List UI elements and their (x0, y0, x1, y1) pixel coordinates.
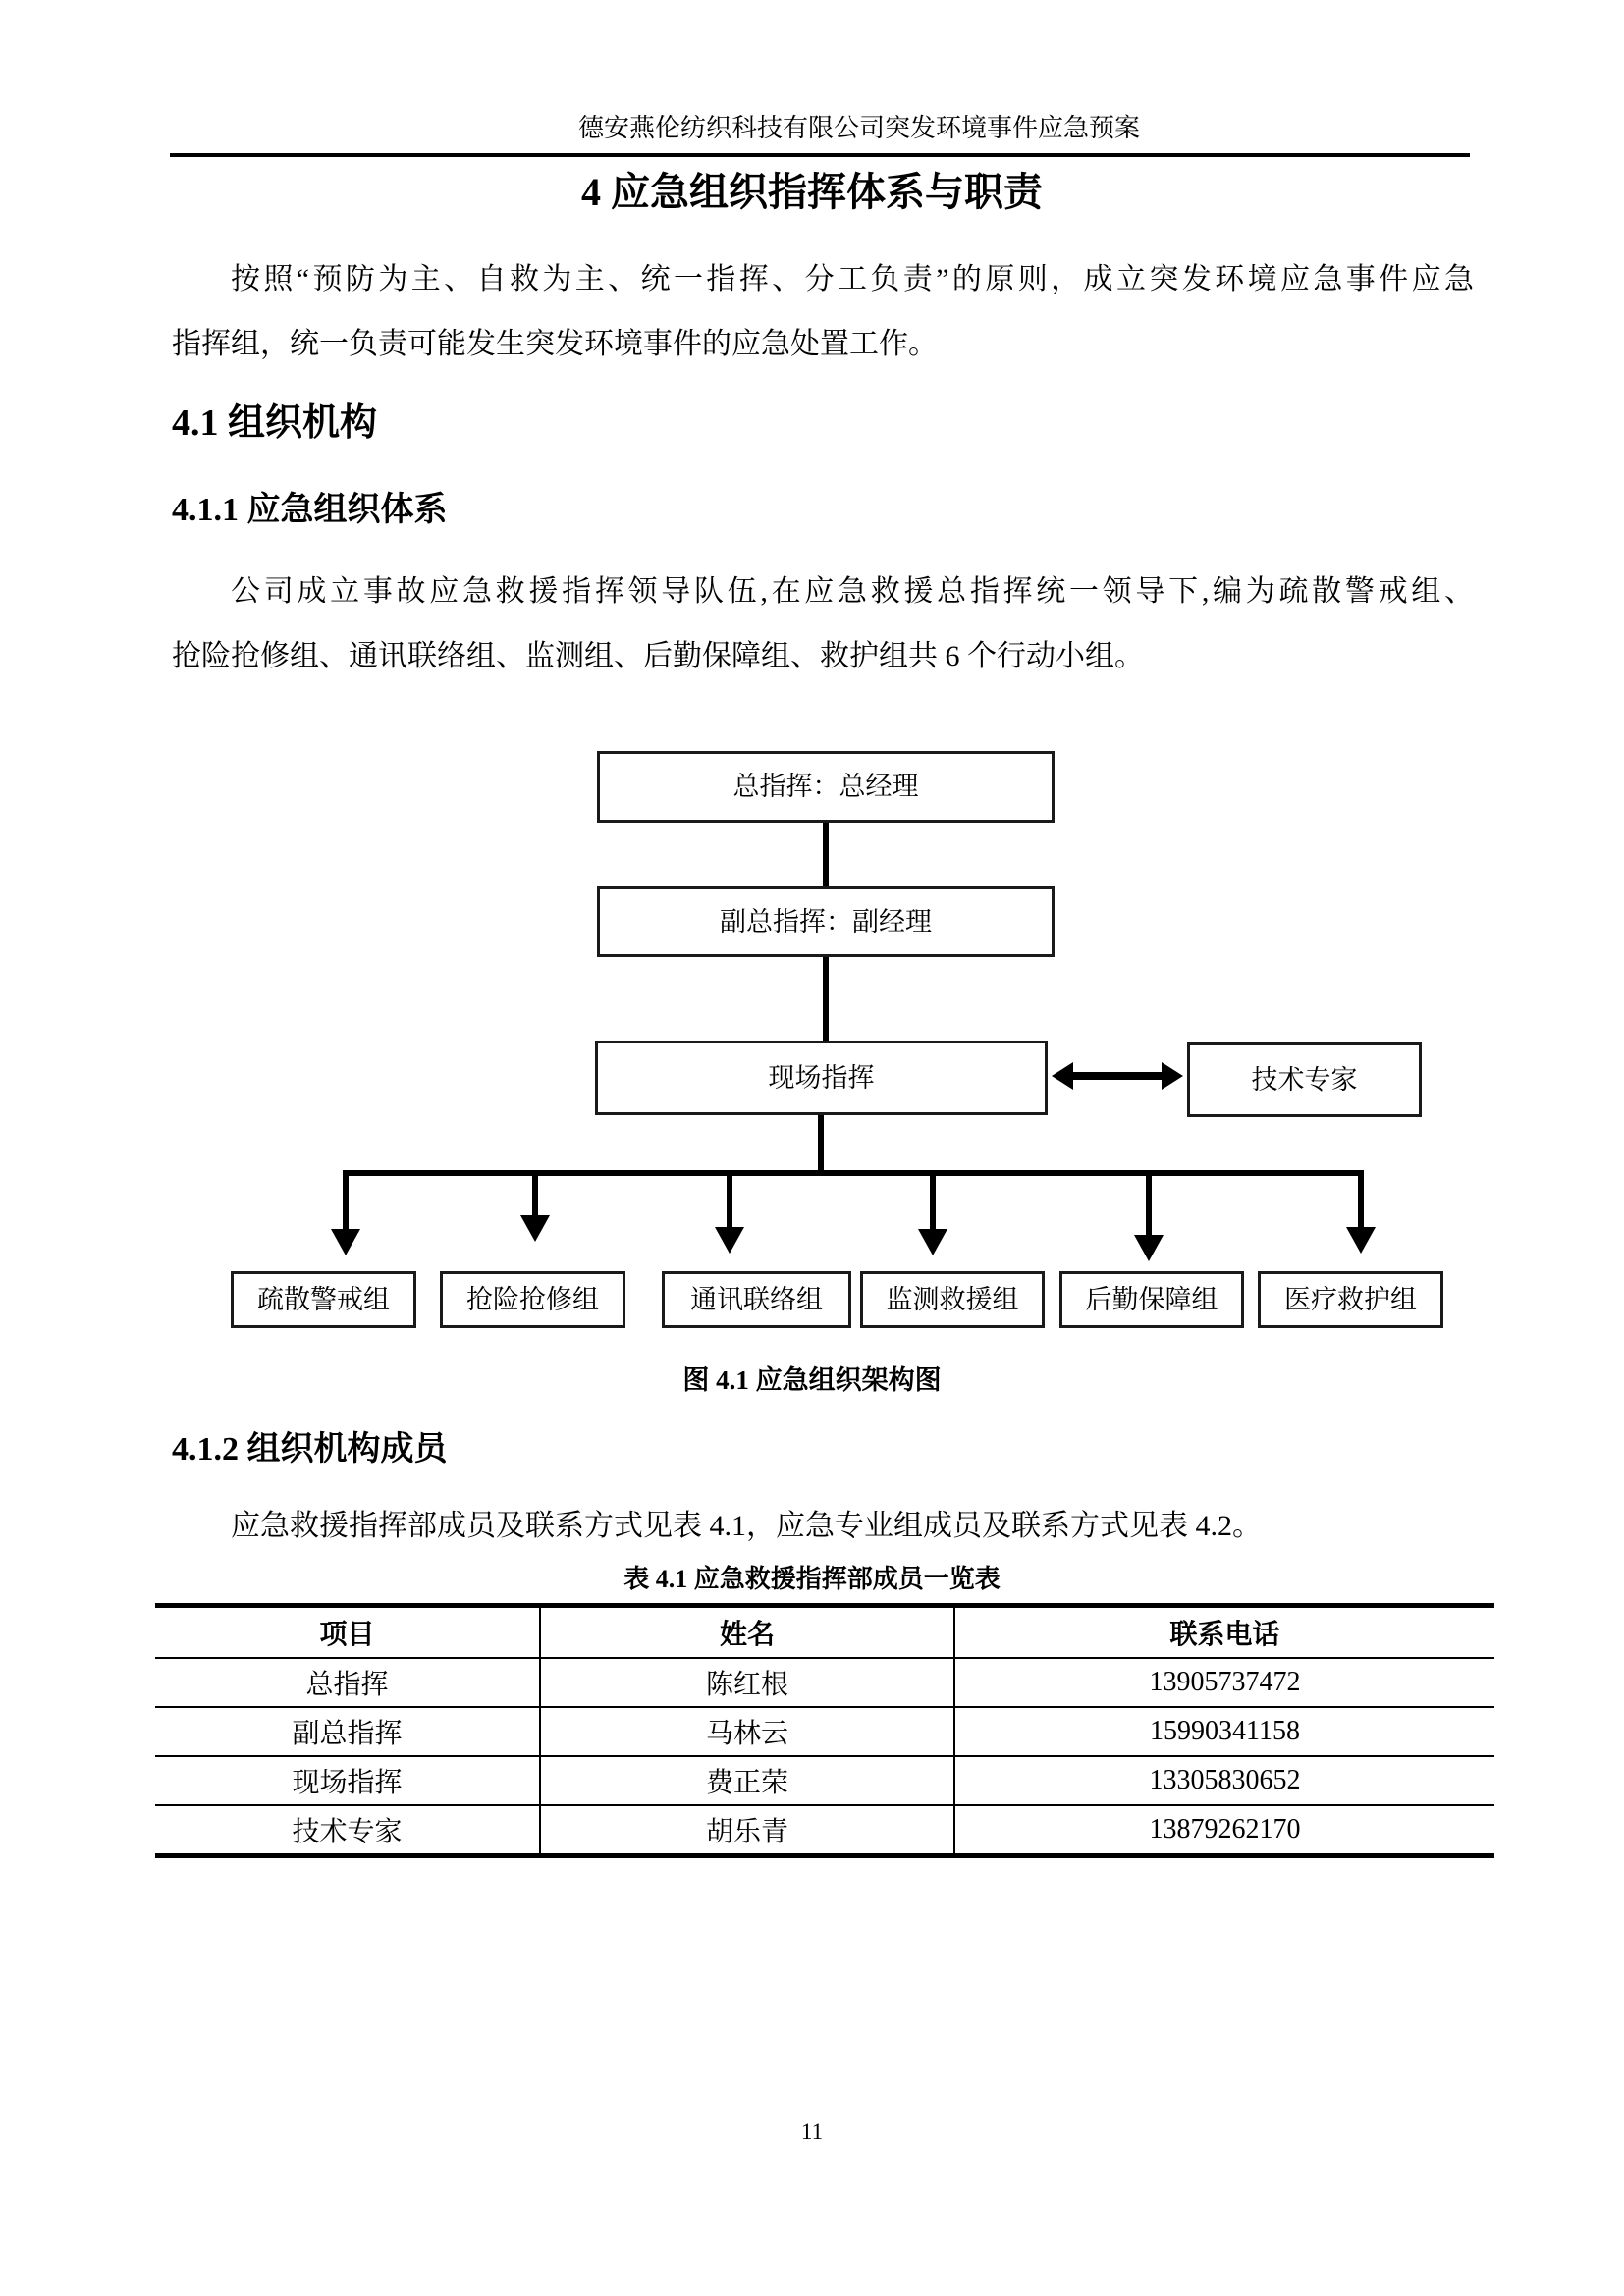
heading-4-1: 4.1 组织机构 (172, 402, 378, 444)
down-arrow-icon (715, 1227, 744, 1254)
table-header-row (155, 1606, 1494, 1659)
table-row (155, 1805, 1494, 1856)
name-cell: 胡乐青 (540, 1805, 954, 1856)
role-cell: 现场指挥 (155, 1756, 540, 1805)
role-cell: 副总指挥 (155, 1707, 540, 1756)
down-arrow-icon (1346, 1227, 1376, 1254)
column-header: 姓名 (540, 1606, 954, 1659)
paragraph-line: 按照“预防为主、自救为主、统一指挥、分工负责”的原则，成立突发环境应急事件应急 (231, 263, 1474, 295)
role-cell: 总指挥 (155, 1658, 540, 1707)
distribution-line (343, 1170, 1364, 1176)
paragraph-line: 抢险抢修组、通讯联络组、监测组、后勤保障组、救护组共 6 个行动小组。 (172, 640, 1144, 672)
column-header: 项目 (155, 1606, 540, 1659)
name-cell: 陈红根 (540, 1658, 954, 1707)
org-node-medical-group: 医疗救护组 (1258, 1271, 1443, 1328)
running-header: 德安燕伦纺织科技有限公司突发环境事件应急预案 (577, 114, 1140, 142)
org-node-deputy-commander: 副总指挥：副经理 (597, 886, 1055, 957)
figure-caption: 图 4.1 应急组织架构图 (682, 1365, 942, 1395)
paragraph-org-system (172, 560, 1474, 689)
page-number: 11 (800, 2119, 824, 2144)
connector-line (823, 823, 829, 886)
role-cell: 技术专家 (155, 1805, 540, 1856)
table-caption: 表 4.1 应急救援指挥部成员一览表 (623, 1565, 1001, 1593)
down-arrow-stem (1146, 1170, 1152, 1235)
members-table (155, 1603, 1494, 1858)
down-arrow-stem (1358, 1170, 1364, 1227)
table-row (155, 1707, 1494, 1756)
down-arrow-stem (727, 1170, 732, 1227)
heading-4-1-1: 4.1.1 应急组织体系 (172, 492, 448, 528)
table-row (155, 1756, 1494, 1805)
down-arrow-stem (343, 1170, 349, 1229)
arrow-stem (1067, 1072, 1167, 1080)
name-cell: 费正荣 (540, 1756, 954, 1805)
table-row (155, 1658, 1494, 1707)
heading-4-1-2: 4.1.2 组织机构成员 (172, 1431, 448, 1468)
phone-cell: 13879262170 (954, 1805, 1494, 1856)
double-arrow (1052, 1062, 1183, 1090)
down-arrow-icon (331, 1229, 360, 1255)
paragraph-members (172, 1494, 1474, 1559)
paragraph-line: 公司成立事故应急救援指挥领导队伍,在应急救援总指挥统一领导下,编为疏散警戒组、 (231, 575, 1474, 608)
chapter-title: 4 应急组织指挥体系与职责 (581, 170, 1043, 214)
org-node-onsite-commander: 现场指挥 (595, 1041, 1048, 1115)
phone-cell: 15990341158 (954, 1707, 1494, 1756)
down-arrow-icon (1134, 1235, 1164, 1261)
column-header: 联系电话 (954, 1606, 1494, 1659)
org-node-evacuation-group: 疏散警戒组 (231, 1271, 416, 1328)
down-arrow-icon (918, 1229, 947, 1255)
down-arrow-icon (520, 1215, 550, 1242)
connector-line (818, 1115, 824, 1172)
name-cell: 马林云 (540, 1707, 954, 1756)
org-node-logistics-group: 后勤保障组 (1059, 1271, 1244, 1328)
down-arrow-stem (532, 1170, 538, 1215)
org-node-rescue-repair-group: 抢险抢修组 (440, 1271, 625, 1328)
down-arrow-stem (930, 1170, 936, 1229)
org-node-monitoring-group: 监测救援组 (860, 1271, 1045, 1328)
org-node-chief-commander: 总指挥：总经理 (597, 751, 1055, 823)
connector-line (823, 957, 829, 1041)
org-node-technical-expert: 技术专家 (1187, 1042, 1422, 1117)
phone-cell: 13305830652 (954, 1756, 1494, 1805)
phone-cell: 13905737472 (954, 1658, 1494, 1707)
paragraph-line: 应急救援指挥部成员及联系方式见表 4.1，应急专业组成员及联系方式见表 4.2。 (231, 1510, 1262, 1542)
org-node-communication-group: 通讯联络组 (662, 1271, 851, 1328)
paragraph-line: 指挥组，统一负责可能发生突发环境事件的应急处置工作。 (172, 328, 938, 360)
paragraph-intro (172, 247, 1474, 377)
header-rule (170, 153, 1470, 157)
